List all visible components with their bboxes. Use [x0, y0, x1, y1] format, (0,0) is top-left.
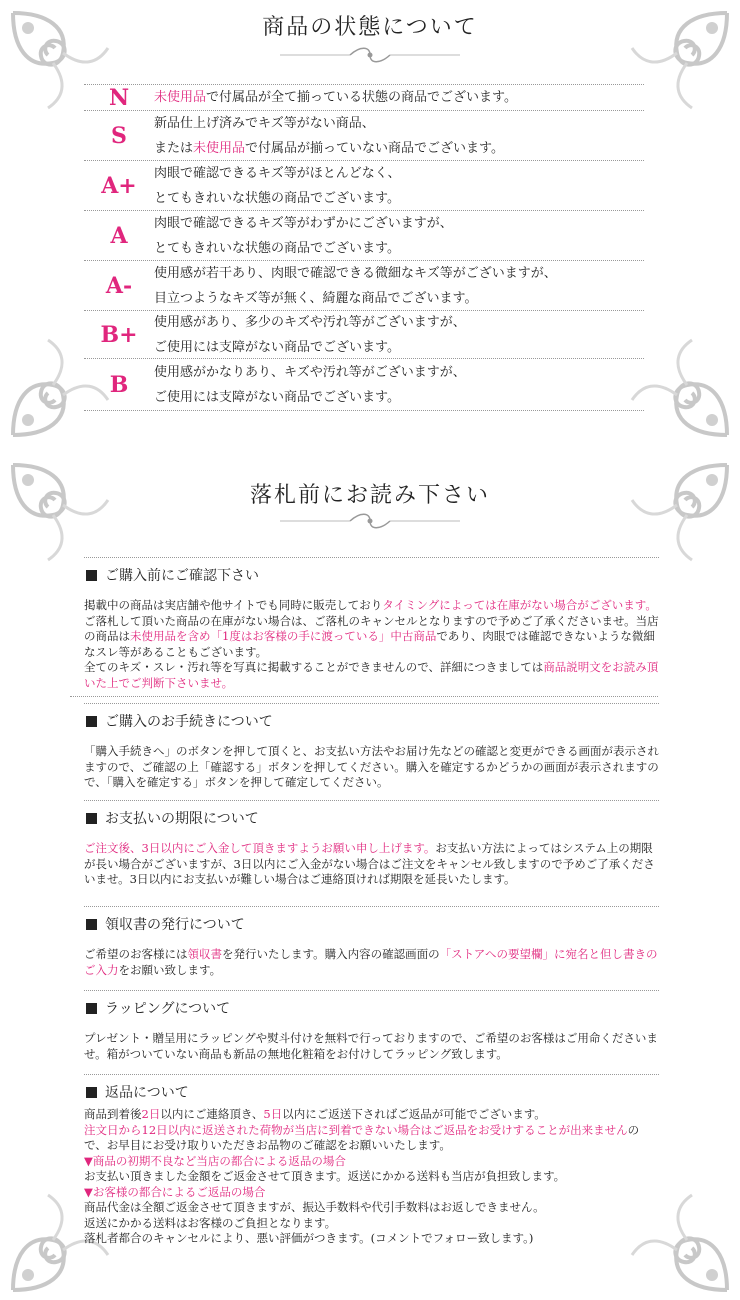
- text-run: 使用感が若干あり、肉眼で確認できる微細なキズ等がございますが、: [154, 265, 557, 281]
- notice-section-wrapping: [84, 990, 659, 1062]
- notice-section-payment-deadline: [84, 800, 659, 888]
- paragraph: [84, 1200, 659, 1216]
- section-heading: [84, 990, 659, 1019]
- text-run: を発行いたします。購入内容の確認画面の: [222, 947, 440, 961]
- section-heading: [84, 906, 659, 935]
- grade-letter: A-: [105, 272, 133, 299]
- grade-row: [84, 161, 644, 211]
- section-heading: [84, 557, 659, 586]
- description-line: [154, 286, 557, 311]
- square-bullet-icon: [86, 570, 97, 581]
- grade-description: [154, 85, 517, 110]
- section-body: [84, 841, 659, 888]
- ornament-notice-right: [622, 460, 732, 570]
- text-run: 以内にご返送下さればご返品が可能でございます。: [282, 1107, 546, 1121]
- description-line: [154, 360, 466, 385]
- text-run: 掲載中の商品は実店舗や他サイトでも同時に販売しており: [84, 598, 383, 612]
- square-bullet-icon: [86, 716, 97, 727]
- text-run: とてもきれいな状態の商品でございます。: [154, 240, 400, 256]
- text-run: ご落札して頂いた商品の在庫がない場合は、ご落札のキャンセルとなりますので予めご了承くださいませ。当店の商品は: [84, 613, 659, 643]
- paragraph: [84, 1031, 659, 1062]
- text-run: 商品到着後: [84, 1107, 142, 1121]
- grade-description: [154, 211, 453, 261]
- section-heading-text: ご購入前にご確認下さい: [105, 568, 259, 584]
- divider: [70, 696, 658, 697]
- highlight-text: ▼商品の初期不良など当店の都合による返品の場合: [84, 1153, 346, 1168]
- grade-row: [84, 85, 644, 111]
- text-run: をお願い致します。: [118, 962, 222, 977]
- grade-row: [84, 311, 644, 359]
- title-flourish: [270, 44, 470, 70]
- section-heading-text: 領収書の発行について: [105, 917, 245, 933]
- description-line: [154, 211, 453, 236]
- text-run: で付属品が揃っていない商品でございます。: [245, 140, 504, 156]
- description-line: [154, 261, 557, 286]
- text-run: プレゼント・贈呈用にラッピングや熨斗付けを無料で行っておりますので、ご希望のお客様はご用命くださいませ。箱がついていない商品も新品の無地化粧箱をお付けしてラッピング致します。: [84, 1031, 658, 1061]
- grade-description: [154, 261, 557, 311]
- text-run: で付属品が全て揃っている状態の商品でございます。: [206, 90, 517, 105]
- highlight-text: ▼お客様の都合によるご返品の場合: [84, 1184, 266, 1199]
- description-line: [154, 186, 400, 211]
- notice-section-procedure: [84, 703, 659, 791]
- highlight-text: 2日: [141, 1107, 161, 1121]
- highlight-text: 未使用品: [193, 140, 246, 156]
- paragraph: [84, 1216, 659, 1232]
- paragraph: [84, 598, 659, 660]
- grade-description: [154, 360, 466, 410]
- text-run: ので、お早目にお受け取りいただきお品物のご確認をお願いいたします。: [84, 1122, 640, 1152]
- text-run: 「購入手続きへ」のボタンを押して頂くと、お支払い方法やお届け先などの確認と変更ができる画面が表示されますので、ご確認の上「確認する」ボタンを押してください。購入を確定するかどうかの画面が表示されますので、「購入を確定する」ボタンを押して確定してください。: [84, 744, 659, 789]
- description-line: [154, 236, 453, 261]
- section-heading-text: ラッピングについて: [105, 1001, 231, 1017]
- grade-letter: S: [111, 122, 127, 149]
- grade-letter: A+: [101, 172, 137, 199]
- square-bullet-icon: [86, 1003, 97, 1014]
- text-run: であり、肉眼では確認できないような微細なスレ等があることもございます。: [84, 629, 655, 659]
- text-run: または: [154, 140, 194, 156]
- description-line: [154, 310, 466, 335]
- grade-description: [154, 310, 466, 360]
- text-run: とてもきれいな状態の商品でございます。: [154, 190, 400, 206]
- highlight-text: 領収書: [187, 947, 222, 961]
- text-run: ご使用には支障がない商品でございます。: [154, 389, 400, 405]
- grade-letter: B+: [100, 321, 138, 348]
- text-run: お支払い頂きました金額をご返金させて頂きます。返送にかかる送料も当店が負担致します。: [84, 1169, 566, 1183]
- square-bullet-icon: [86, 813, 97, 824]
- text-run: 以内にご連絡頂き、: [160, 1107, 264, 1121]
- section-body: [84, 1107, 659, 1247]
- highlight-text: 未使用品を含め「1度はお客様の手に渡っている」中古商品: [130, 629, 437, 643]
- section-heading-text: 返品について: [105, 1085, 189, 1101]
- highlight-text: ご注文後、3日以内にご入金して頂きますようお願い申し上げます。: [84, 841, 436, 855]
- section-body: [84, 1031, 659, 1062]
- text-run: 肉眼で確認できるキズ等がわずかにございますが、: [154, 215, 453, 231]
- notice-section-receipt: [84, 906, 659, 978]
- text-run: 肉眼で確認できるキズ等がほとんどなく、: [154, 165, 401, 181]
- text-run: お支払い方法によってはシステム上の期限が長い場合がございますが、3日以内にご入金がない場合はご注文をキャンセル致しますので予めご了承くださいませ。3日以内にお支払いが難しい場合はご連絡頂ければ期限を延長いたします。: [84, 841, 655, 886]
- grade-row: [84, 211, 644, 261]
- section-heading: [84, 1074, 659, 1103]
- paragraph: [84, 841, 659, 888]
- section-body: [84, 947, 659, 978]
- highlight-text: タイミングによっては在庫がない場合がございます。: [382, 598, 657, 612]
- section-heading-text: ご購入のお手続きについて: [105, 714, 273, 730]
- grade-section-title: 商品の状態について: [262, 15, 478, 40]
- notice-section-title: 落札前にお読み下さい: [249, 483, 490, 508]
- text-run: 商品代金は全額ご返金させて頂きますが、振込手数料や代引手数料はお返しできません。: [84, 1200, 545, 1214]
- description-line: [154, 335, 466, 360]
- text-run: 目立つようなキズ等が無く、綺麗な商品でございます。: [154, 290, 478, 306]
- paragraph: [84, 1231, 659, 1247]
- section-body: [84, 598, 659, 691]
- notice-section-pre-purchase: [84, 557, 659, 691]
- highlight-text: 「ストアへの要望欄」に宛名と但し書きのご入力: [84, 947, 658, 977]
- description-line: [154, 385, 466, 410]
- square-bullet-icon: [86, 919, 97, 930]
- description-line: [154, 136, 504, 161]
- paragraph: [84, 1185, 659, 1201]
- grade-row: [84, 261, 644, 311]
- highlight-text: 未使用品: [154, 90, 207, 105]
- paragraph: [84, 1123, 659, 1154]
- grade-table: [84, 84, 644, 411]
- notice-section-returns: [84, 1074, 659, 1247]
- paragraph: [84, 1107, 659, 1123]
- grade-row: [84, 359, 644, 411]
- section-body: [84, 744, 659, 791]
- grade-row: [84, 111, 644, 161]
- paragraph: [84, 1169, 659, 1185]
- paragraph: [84, 744, 659, 791]
- title-flourish: [270, 510, 470, 536]
- highlight-text: 注文日から12日以内に返送された荷物が当店に到着できない場合はご返品をお受けすることが出来ません: [84, 1122, 628, 1137]
- section-heading: [84, 800, 659, 829]
- description-line: [154, 161, 400, 186]
- text-run: 返送にかかる送料はお客様のご負担となります。: [84, 1215, 337, 1230]
- grade-description: [154, 111, 504, 161]
- description-line: [154, 111, 504, 136]
- ornament-notice-left: [8, 460, 118, 570]
- paragraph: [84, 947, 659, 978]
- grade-letter: N: [108, 84, 130, 111]
- section-heading: [84, 703, 659, 732]
- grade-letter: A: [110, 222, 128, 249]
- text-run: ご使用には支障がない商品でございます。: [154, 339, 400, 355]
- text-run: 使用感がかなりあり、キズや汚れ等がございますが、: [154, 364, 466, 380]
- highlight-text: 商品説明文をお読み頂いた上でご判断下さいませ。: [84, 660, 659, 690]
- grade-description: [154, 161, 400, 211]
- text-run: 使用感があり、多少のキズや汚れ等がございますが、: [154, 314, 466, 330]
- square-bullet-icon: [86, 1087, 97, 1098]
- text-run: ご希望のお客様には: [84, 947, 188, 961]
- grade-letter: B: [109, 371, 129, 398]
- highlight-text: 5日: [263, 1107, 283, 1121]
- text-run: 落札者都合のキャンセルにより、悪い評価がつきます。(コメントでフォロー致します。): [84, 1231, 534, 1245]
- section-heading-text: お支払いの期限について: [105, 811, 259, 827]
- description-line: [154, 85, 517, 110]
- text-run: 全てのキズ・スレ・汚れ等を写真に掲載することができませんので、詳細につきましては: [84, 660, 544, 674]
- text-run: 新品仕上げ済みでキズ等がない商品、: [154, 115, 375, 131]
- paragraph: [84, 660, 659, 691]
- paragraph: [84, 1154, 659, 1170]
